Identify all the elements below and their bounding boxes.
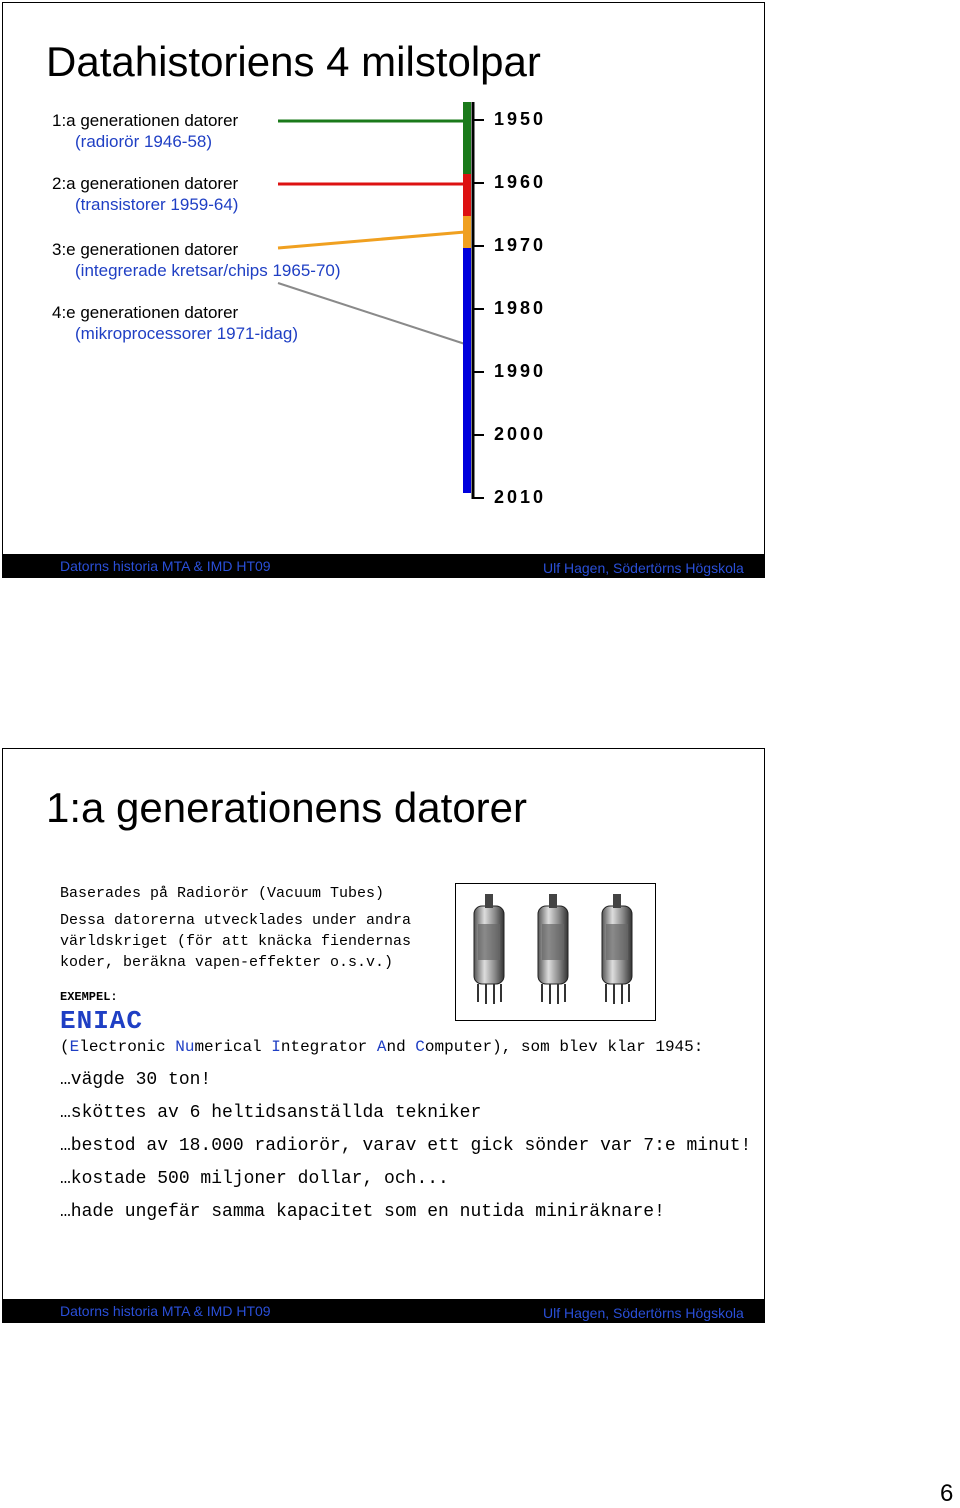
bar-gen3: [463, 216, 471, 248]
bar-gen4: [463, 248, 471, 493]
connector-gen3: [278, 232, 465, 248]
fact-item: …bestod av 18.000 radiorör, varav ett gick sönder var 7:e minut!: [60, 1136, 752, 1156]
fact-item: …sköttes av 6 heltidsanställda tekniker: [60, 1103, 482, 1123]
fact-item: …hade ungefär samma kapacitet som en nutida miniräknare!: [60, 1202, 665, 1222]
footer-author: Ulf Hagen, Södertörns Högskola: [543, 560, 744, 576]
body-line: koder, beräkna vapen-effekter o.s.v.): [60, 954, 394, 971]
year-label: 1950: [494, 109, 547, 129]
example-label: EXEMPEL:: [60, 990, 118, 1004]
body-line: Baserades på Radiorör (Vacuum Tubes): [60, 885, 385, 902]
footer-course: Datorns historia MTA & IMD HT09: [60, 558, 271, 574]
year-label: 1970: [494, 235, 547, 255]
page-number: 6: [940, 1480, 954, 1507]
eniac-heading: ENIAC: [60, 1006, 144, 1036]
timeline-diagram: [0, 0, 960, 580]
generation-3: 3:e generationen datorer (integrerade kretsar/chips 1965-70): [52, 240, 341, 280]
footer-author: Ulf Hagen, Södertörns Högskola: [543, 1305, 744, 1321]
tube-icon: [538, 894, 568, 1004]
page-title: Datahistoriens 4 milstolpar: [46, 38, 541, 85]
generation-4: 4:e generationen datorer (mikroprocessorer 1971-idag): [52, 303, 298, 343]
connector-gen4: [278, 283, 465, 344]
tube-icon: [474, 894, 504, 1004]
slide-footer: [3, 1299, 764, 1322]
generation-2: 2:a generationen datorer (transistorer 1959-64): [52, 174, 239, 214]
fact-item: …kostade 500 miljoner dollar, och...: [60, 1169, 449, 1189]
fact-item: …vägde 30 ton!: [60, 1070, 212, 1090]
year-label: 1980: [494, 298, 547, 318]
year-label: 1960: [494, 172, 547, 192]
body-line: världskriget (för att knäcka fiendernas: [60, 933, 412, 950]
slide-title: 1:a generationens datorer: [46, 784, 528, 831]
year-label: 2000: [494, 424, 547, 444]
bar-gen2: [463, 174, 471, 216]
generation-1: 1:a generationen datorer (radiorör 1946-58): [52, 111, 239, 151]
footer-course: Datorns historia MTA & IMD HT09: [60, 1303, 271, 1319]
vacuum-tubes-image: [455, 883, 656, 1021]
body-line: Dessa datorerna utvecklades under andra: [60, 912, 412, 929]
bar-gen1: [463, 102, 471, 174]
tube-icon: [602, 894, 632, 1004]
year-label: 2010: [494, 487, 547, 507]
year-label: 1990: [494, 361, 547, 381]
eniac-acronym: (Electronic Numerical Integrator And Computer), som blev klar 1945:: [60, 1038, 704, 1056]
